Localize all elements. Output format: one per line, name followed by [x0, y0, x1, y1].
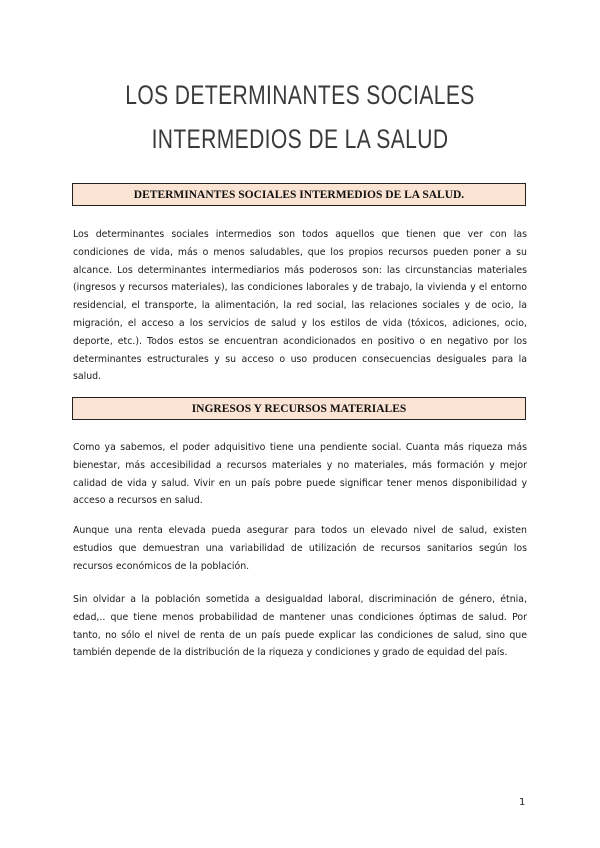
paragraph-renta-elevada: Aunque una renta elevada pueda asegurar para todos un elevado nivel de salud, existen estudios que demuestran una variabilidad de utilización de recursos sanitarios según los recursos económicos de la población.	[73, 525, 527, 572]
paragraph-desigualdad: Sin olvidar a la población sometida a desigualdad laboral, discriminación de género, étnia, edad,.. que tiene menos probabilidad de mantener unas condiciones óptimas de salud. Por tanto, no sólo el nivel de renta de un país puede explicar las condiciones de salud, sino que también depende de la distribución de la riqueza y condiciones y grado de equidad del país.	[73, 594, 527, 659]
page-number: 1	[519, 797, 526, 808]
section-heading-ingresos: INGRESOS Y RECURSOS MATERIALES	[72, 397, 526, 420]
paragraph-intro: Los determinantes sociales intermedios son todos aquellos que tienen que ver con las condiciones de vida, más o menos saludables, que los propios recursos pueden poner a su alcance. Los determinantes intermediarios más poderosos son: las circunstancias materiales (ingresos y recursos materiales), las condiciones laborales y de trabajo, la vivienda y el entorno residencial, el transporte, la alimentación, la red social, las relaciones sociales y de ocio, la migración, el acceso a los servicios de salud y los estilos de vida (tóxicos, adiciones, ocio, deporte, etc.). Todos estos se encuentran acondicionados en positivo o en negativo por los determinantes estructurales y su acceso o uso producen consecuencias desiguales para la salud.	[73, 229, 527, 383]
section-heading-determinantes: DETERMINANTES SOCIALES INTERMEDIOS DE LA SALUD.	[72, 183, 526, 206]
paragraph-poder-adquisitivo: Como ya sabemos, el poder adquisitivo tiene una pendiente social. Cuanta más riqueza más bienestar, más accesibilidad a recursos materiales y no materiales, más formación y mejor calidad de vida y salud. Vivir en un país pobre puede significar tener menos disponibilidad y acceso a recursos en salud.	[73, 442, 527, 507]
page-title-line-1: LOS DETERMINANTES SOCIALES	[125, 80, 475, 110]
page-title-line-2: INTERMEDIOS DE LA SALUD	[151, 124, 449, 154]
